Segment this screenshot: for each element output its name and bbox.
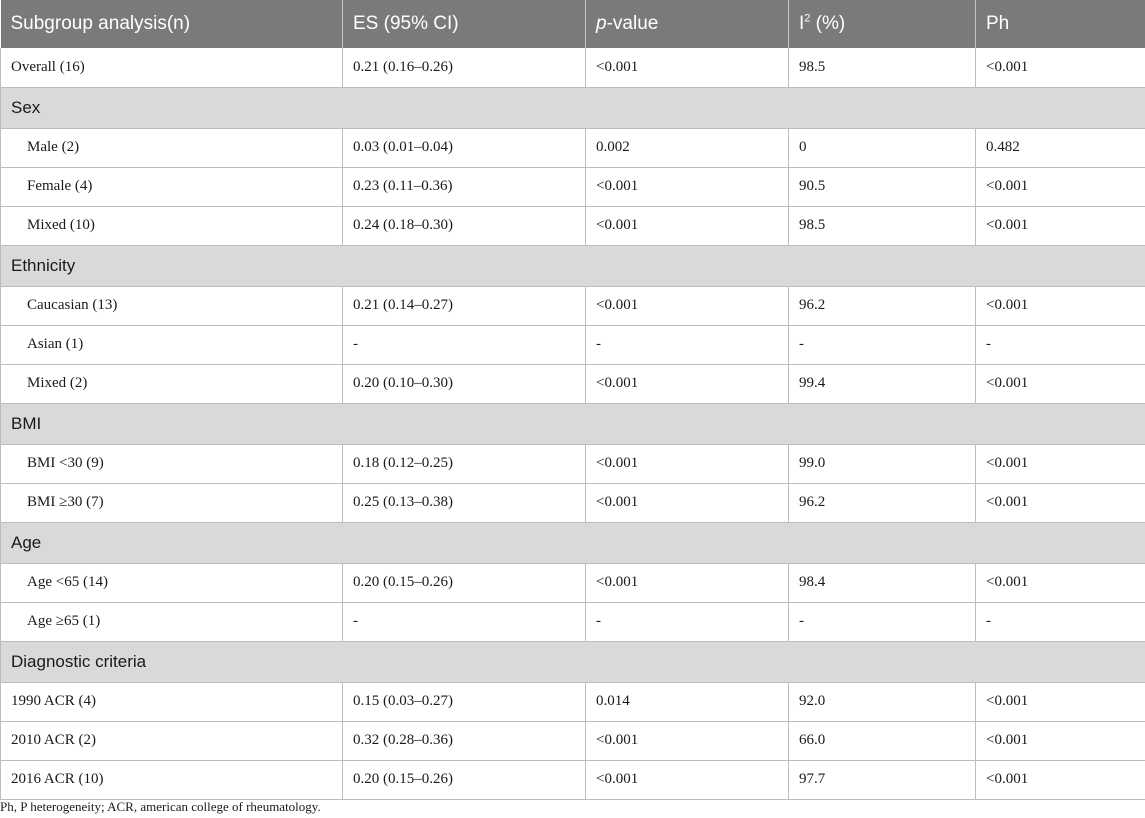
cell-i2: -	[789, 602, 976, 641]
cell-es: 0.24 (0.18–0.30)	[343, 206, 586, 245]
header-i2-rest: (%)	[810, 13, 846, 34]
header-i2-base: I	[799, 13, 805, 34]
cell-i2: 98.5	[789, 206, 976, 245]
cell-i2: 90.5	[789, 167, 976, 206]
group-header-row	[1, 522, 1145, 563]
table-row	[1, 483, 1145, 522]
cell-ph: 0.482	[976, 128, 1145, 167]
header-p-italic: p	[596, 13, 607, 34]
cell-i2: 66.0	[789, 721, 976, 760]
table-footnote: Ph, P heterogeneity; ACR, american college of rheumatology.	[0, 799, 321, 814]
cell-es: 0.20 (0.15–0.26)	[343, 760, 586, 799]
cell-i2: 96.2	[789, 483, 976, 522]
cell-es: 0.21 (0.16–0.26)	[343, 48, 586, 87]
cell-label: Mixed (10)	[1, 206, 343, 245]
cell-label: 1990 ACR (4)	[1, 682, 343, 721]
table-body	[1, 48, 1145, 799]
cell-ph: -	[976, 325, 1145, 364]
header-ph: Ph	[976, 0, 1145, 48]
cell-es: -	[343, 602, 586, 641]
group-title: Diagnostic criteria	[1, 641, 1145, 682]
cell-label: Age ≥65 (1)	[1, 602, 343, 641]
cell-label: Asian (1)	[1, 325, 343, 364]
cell-i2: 98.5	[789, 48, 976, 87]
cell-i2: -	[789, 325, 976, 364]
header-p-value	[586, 0, 789, 48]
cell-label: 2016 ACR (10)	[1, 760, 343, 799]
cell-es: 0.15 (0.03–0.27)	[343, 682, 586, 721]
table-row	[1, 721, 1145, 760]
cell-ph: <0.001	[976, 682, 1145, 721]
cell-p: <0.001	[586, 286, 789, 325]
table-row	[1, 128, 1145, 167]
cell-ph: <0.001	[976, 563, 1145, 602]
header-p-rest: -value	[606, 13, 659, 34]
cell-p: 0.002	[586, 128, 789, 167]
cell-es: 0.21 (0.14–0.27)	[343, 286, 586, 325]
table-row	[1, 563, 1145, 602]
cell-ph: <0.001	[976, 444, 1145, 483]
table-row	[1, 602, 1145, 641]
cell-i2: 0	[789, 128, 976, 167]
cell-es: 0.23 (0.11–0.36)	[343, 167, 586, 206]
cell-es: 0.18 (0.12–0.25)	[343, 444, 586, 483]
cell-i2: 98.4	[789, 563, 976, 602]
cell-es: 0.25 (0.13–0.38)	[343, 483, 586, 522]
group-header-row	[1, 245, 1145, 286]
cell-i2: 97.7	[789, 760, 976, 799]
header-es: ES (95% CI)	[343, 0, 586, 48]
cell-p: <0.001	[586, 760, 789, 799]
cell-i2: 96.2	[789, 286, 976, 325]
group-title: Age	[1, 522, 1145, 563]
cell-ph: <0.001	[976, 760, 1145, 799]
cell-ph: <0.001	[976, 48, 1145, 87]
cell-p: <0.001	[586, 483, 789, 522]
cell-es: 0.32 (0.28–0.36)	[343, 721, 586, 760]
cell-p: -	[586, 325, 789, 364]
cell-label: BMI ≥30 (7)	[1, 483, 343, 522]
cell-es: 0.20 (0.15–0.26)	[343, 563, 586, 602]
cell-label: BMI <30 (9)	[1, 444, 343, 483]
cell-ph: <0.001	[976, 286, 1145, 325]
cell-label: Female (4)	[1, 167, 343, 206]
cell-p: -	[586, 602, 789, 641]
cell-p: <0.001	[586, 48, 789, 87]
cell-p: <0.001	[586, 563, 789, 602]
cell-i2: 92.0	[789, 682, 976, 721]
group-title: BMI	[1, 403, 1145, 444]
table-row	[1, 325, 1145, 364]
header-i-squared	[789, 0, 976, 48]
cell-i2: 99.4	[789, 364, 976, 403]
cell-es: -	[343, 325, 586, 364]
table-row	[1, 444, 1145, 483]
cell-ph: <0.001	[976, 721, 1145, 760]
cell-p: <0.001	[586, 167, 789, 206]
cell-ph: <0.001	[976, 364, 1145, 403]
group-header-row	[1, 641, 1145, 682]
table-header	[1, 0, 1145, 48]
cell-ph: <0.001	[976, 167, 1145, 206]
cell-p: 0.014	[586, 682, 789, 721]
table-row-overall	[1, 48, 1145, 87]
cell-ph: -	[976, 602, 1145, 641]
header-i2-sup: 2	[804, 12, 811, 25]
cell-p: <0.001	[586, 721, 789, 760]
cell-label: Age <65 (14)	[1, 563, 343, 602]
header-subgroup: Subgroup analysis(n)	[1, 0, 343, 48]
group-title: Ethnicity	[1, 245, 1145, 286]
cell-es: 0.03 (0.01–0.04)	[343, 128, 586, 167]
cell-label: Overall (16)	[1, 48, 343, 87]
group-header-row	[1, 403, 1145, 444]
table-row	[1, 760, 1145, 799]
header-row	[1, 0, 1145, 48]
cell-es: 0.20 (0.10–0.30)	[343, 364, 586, 403]
table-row	[1, 364, 1145, 403]
table-row	[1, 286, 1145, 325]
cell-label: Male (2)	[1, 128, 343, 167]
cell-label: 2010 ACR (2)	[1, 721, 343, 760]
cell-p: <0.001	[586, 364, 789, 403]
table-row	[1, 682, 1145, 721]
cell-label: Mixed (2)	[1, 364, 343, 403]
group-header-row	[1, 87, 1145, 128]
cell-i2: 99.0	[789, 444, 976, 483]
cell-label: Caucasian (13)	[1, 286, 343, 325]
table-row	[1, 206, 1145, 245]
table-row	[1, 167, 1145, 206]
cell-ph: <0.001	[976, 206, 1145, 245]
cell-ph: <0.001	[976, 483, 1145, 522]
group-title: Sex	[1, 87, 1145, 128]
cell-p: <0.001	[586, 206, 789, 245]
cell-p: <0.001	[586, 444, 789, 483]
